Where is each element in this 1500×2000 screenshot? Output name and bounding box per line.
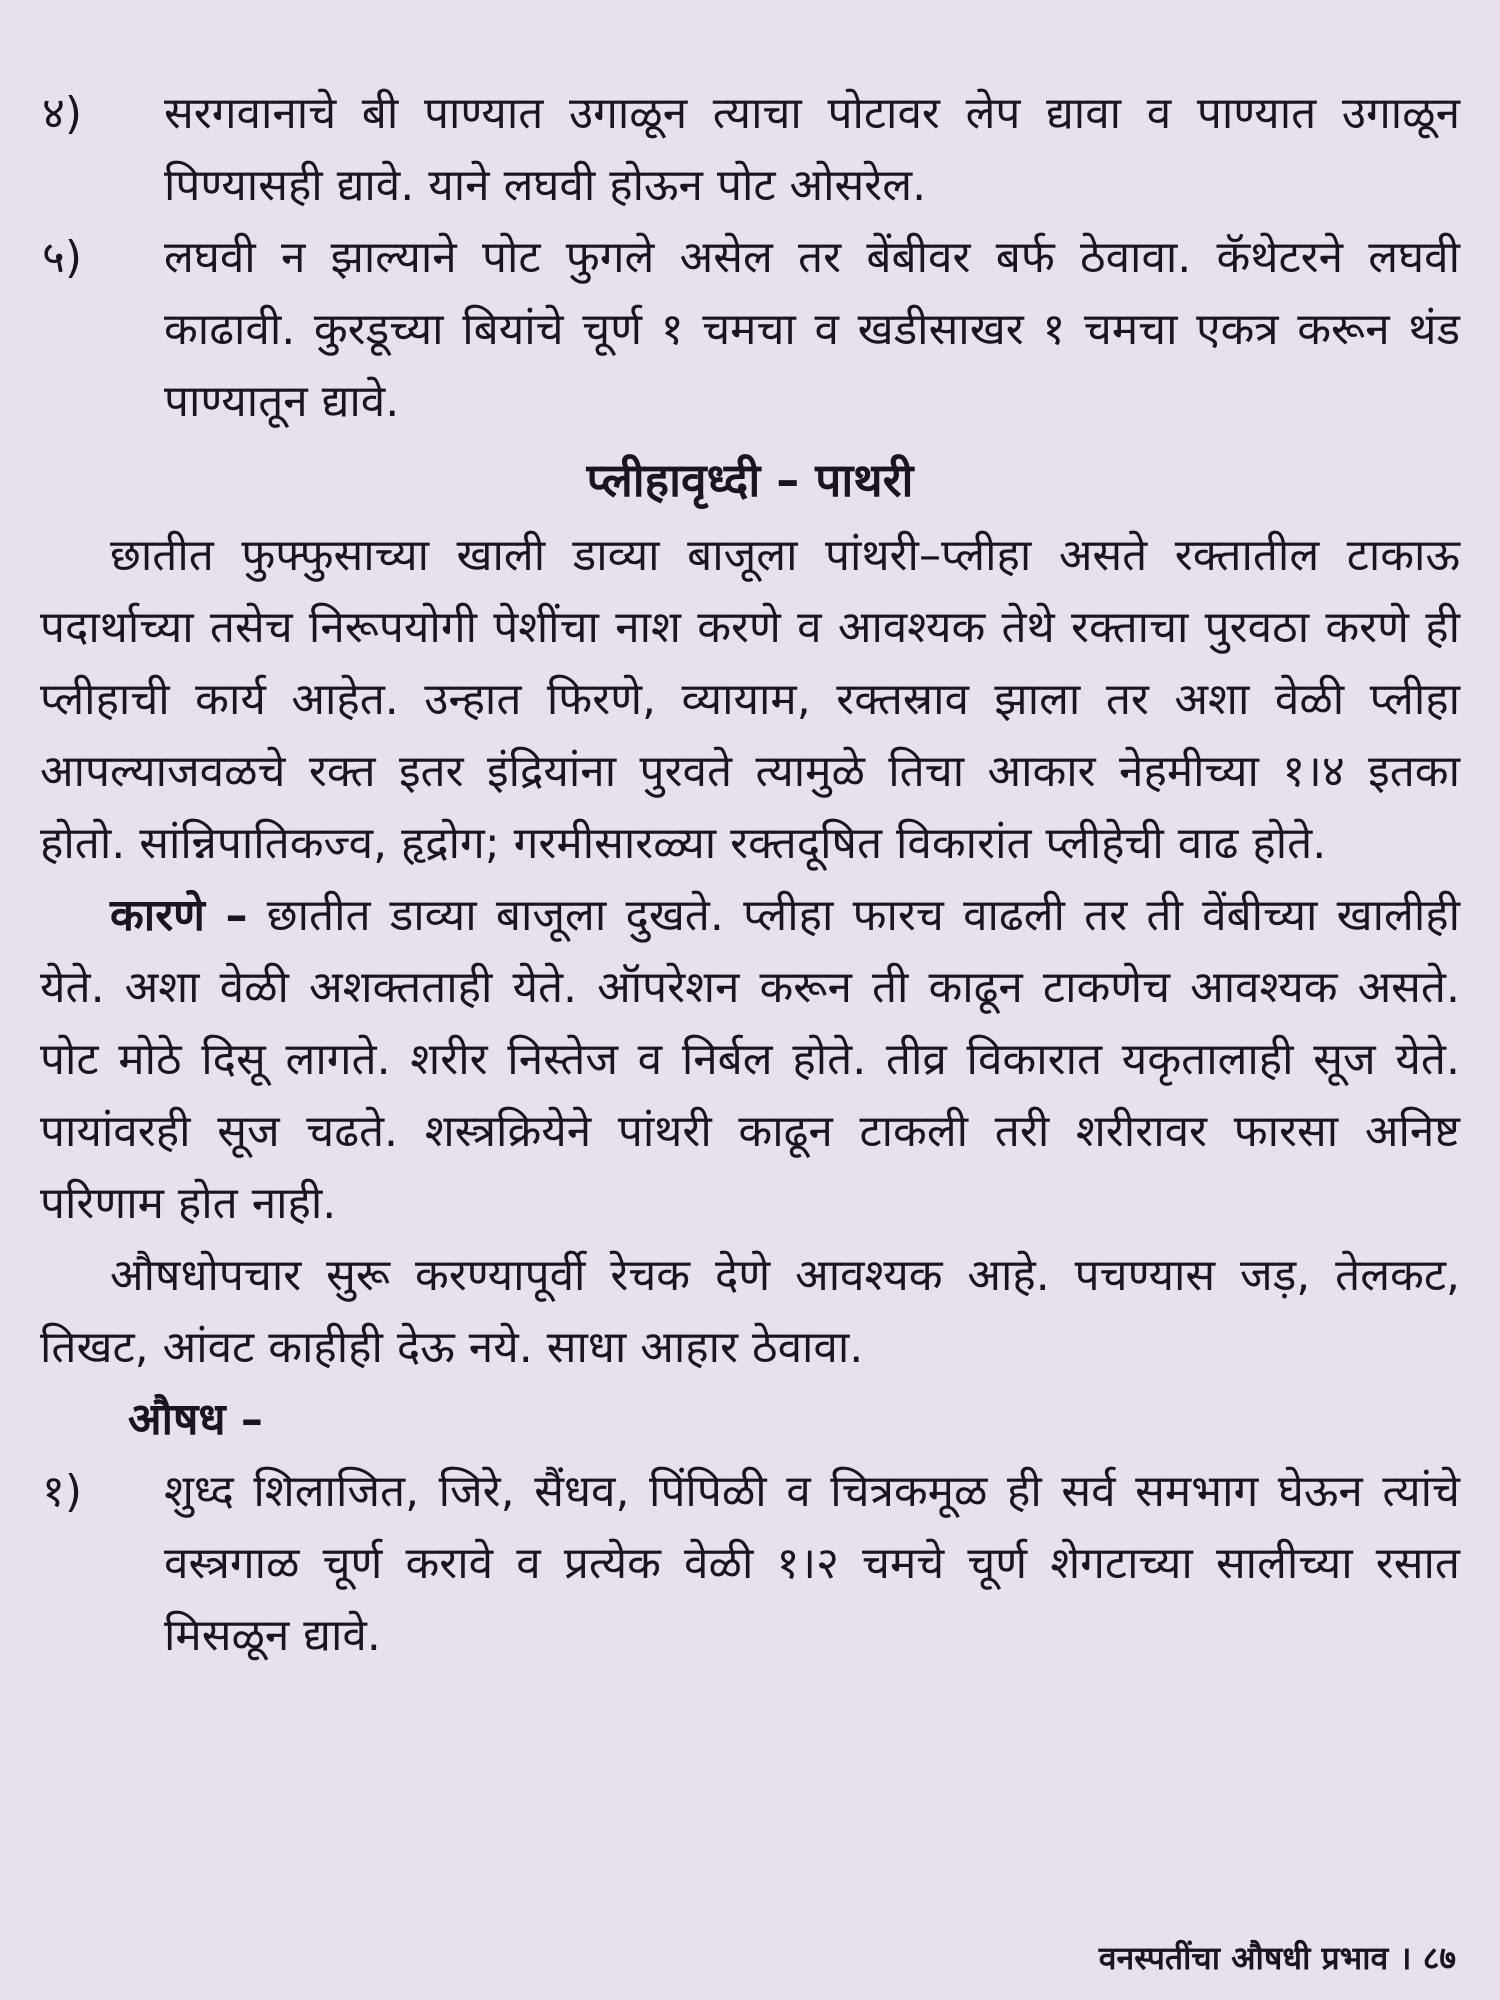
intro-paragraph: छातीत फुफ्फुसाच्या खाली डाव्या बाजूला पांथरी–प्लीहा असते रक्तातील टाकाऊ पदार्थाच्या तसेच निरूपयोगी पेशींचा नाश करणे व आवश्यक तेथे रक्ताचा पुरवठा करणे ही प्लीहाची कार्य आहेत. उन्हात फिरणे, व्यायाम, रक्तस्राव झाला तर अशा वेळी प्लीहा आपल्याजवळचे रक्त इतर इंद्रियांना पुरवते त्यामुळे तिचा आकार नेहमीच्या १।४ इतका होतो. सांन्निपातिकज्व, हृद्रोग; गरमीसारळ्या रक्तदूषित विकारांत प्लीहेची वाढ होते. bbox=[40, 530, 1460, 869]
page-footer: वनस्पतींचा औषधी प्रभाव । ८७ bbox=[1098, 1939, 1456, 1977]
causes-paragraph bbox=[40, 880, 1460, 1240]
list-item-4 bbox=[40, 78, 1460, 222]
causes-label: कारणे – bbox=[110, 890, 248, 941]
item-text: सरगवानाचे बी पाण्यात उगाळून त्याचा पोटावर लेप द्यावा व पाण्यात उगाळून पिण्यासही द्यावे. याने लघवी होऊन पोट ओसरेल. bbox=[164, 88, 1460, 211]
list-item-1 bbox=[40, 1456, 1460, 1672]
treatment-paragraph: औषधोपचार सुरू करण्यापूर्वी रेचक देणे आवश्यक आहे. पचण्यास जड़, तेलकट, तिखट, आंवट काहीही देऊ नये. साधा आहार ठेवावा. bbox=[40, 1250, 1460, 1373]
item-text: लघवी न झाल्याने पोट फुगले असेल तर बेंबीवर बर्फ ठेवावा. कॅथेटरने लघवी काढावी. कुरडूच्या बियांचे चूर्ण १ चमचा व खडीसाखर १ चमचा एकत्र करून थंड पाण्यातून द्यावे. bbox=[164, 232, 1460, 427]
medicine-subheading: औषध – bbox=[128, 1394, 263, 1445]
item-text: शुध्द शिलाजित, जिरे, सैंधव, पिंपिळी व चित्रकमूळ ही सर्व समभाग घेऊन त्यांचे वस्त्रगाळ चूर्ण करावे व प्रत्येक वेळी १।२ चमचे चूर्ण शेगटाच्या सालीच्या रसात मिसळून द्यावे. bbox=[164, 1466, 1460, 1661]
causes-text: छातीत डाव्या बाजूला दुखते. प्लीहा फारच वाढली तर ती वेंबीच्या खालीही येते. अशा वेळी अशक्तताही येते. ऑपरेशन करून ती काढून टाकणेच आवश्यक असते. पोट मोठे दिसू लागते. शरीर निस्तेज व निर्बल होते. तीव्र विकारात यकृतालाही सूज येते. पायांवरही सूज चढते. शस्त्रक्रियेने पांथरी काढून टाकली तरी शरीरावर फारसा अनिष्ट परिणाम होत नाही. bbox=[40, 890, 1461, 1229]
list-item-5 bbox=[40, 222, 1460, 438]
section-heading: प्लीहावृध्दी – पाथरी bbox=[586, 453, 914, 507]
item-number: ५) bbox=[42, 232, 83, 283]
item-number: ४) bbox=[42, 88, 83, 139]
item-number: १) bbox=[42, 1466, 83, 1517]
